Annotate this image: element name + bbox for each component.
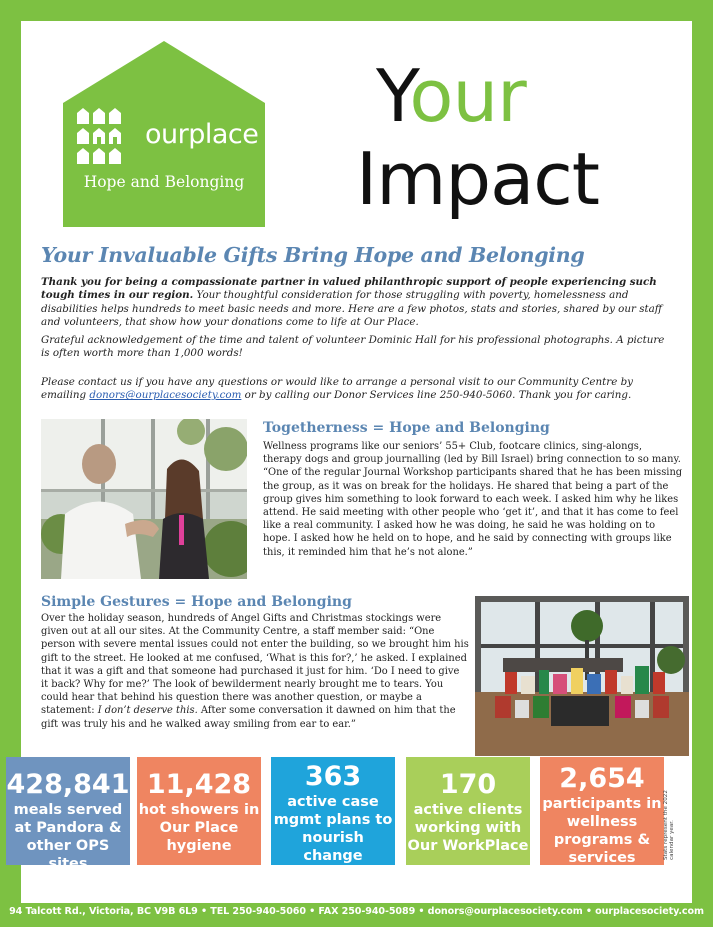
stat-number: 170 bbox=[439, 769, 497, 800]
gestures-body-end: After some conversation it dawned on him that the gift was truly his and he walked away smiling from ear to ear.” bbox=[41, 705, 456, 730]
stat-label: active clients working with Our WorkPlace bbox=[407, 802, 529, 854]
stat-showers bbox=[137, 757, 261, 865]
stat-number: 2,654 bbox=[559, 763, 645, 794]
section-togetherness-body: Wellness programs like our seniors’ 55+ Club, footcare clinics, sing-alongs, therapy dogs and group journalling (led by Bill Israel) bring connection to so many. “One of the regular Journal Workshop participants shared that he has been missing the group, as it was on break for the holidays. He shared that being a part of the group gives him something to look forward to each week. I asked him why he likes attend. He said meeting with other people who ‘get it’, and that it has come to feel like a real community. I asked how he was doing, he said he was holding on to hope. I asked how he held on to hope, and he said by connecting with groups like this, it reminded him that he’s not alone.” bbox=[263, 441, 683, 558]
stats-footnote: Stats represent the 2022 calendar year. bbox=[663, 790, 675, 860]
stat-workplace-clients bbox=[406, 757, 530, 865]
intro-paragraph-contact bbox=[41, 376, 673, 403]
gestures-body-italic: I don’t deserve this. bbox=[97, 705, 198, 717]
stat-number: 363 bbox=[304, 761, 362, 792]
title-letters-our: our bbox=[409, 54, 526, 138]
contact-end: or by calling our Donor Services line 250-940-5060. Thank you for caring. bbox=[241, 389, 632, 402]
stats-row bbox=[6, 757, 662, 872]
donor-email-link[interactable]: donors@ourplacesociety.com bbox=[89, 389, 242, 402]
contact-start: Please contact us if you have any questions or would like to arrange a personal visit to our Community Centre by emailing bbox=[41, 376, 633, 402]
stat-label: meals served at Pandora & other OPS sites bbox=[13, 802, 123, 872]
ourplace-logo bbox=[63, 41, 265, 227]
photo-angel-gifts bbox=[475, 596, 689, 756]
gestures-body-start: Over the holiday season, hundreds of Angel Gifts and Christmas stockings were given out at all our sites. At the Community Centre, a staff member said: “One person with severe mental issues could not enter the building, so we brought him his gift to the street. He looked at me confused, ‘What is this for?,’ he asked. I explained that it was a gift and that someone had purchased it just for him. ‘Do I need to give it back? Why for me?’ The look of bewilderment nearly brought me to tears. You could hear that behind his question there was another question, or maybe a statement: bbox=[41, 613, 469, 717]
intro-paragraph-thanks bbox=[41, 276, 673, 330]
section-togetherness-title: Togetherness = Hope and Belonging bbox=[263, 420, 550, 436]
title-your bbox=[376, 56, 526, 136]
intro-thanks-rest: Your thoughtful consideration for those struggling with poverty, homelessness and disabilities helps hundreds to meet basic needs and more. Here are a few photos, stats and stories, shared by our staff and volunteers, that show how your donations come to life at Our Place. bbox=[41, 289, 663, 329]
contact-footer: 94 Talcott Rd., Victoria, BC V9B 6L9 • TEL 250-940-5060 • FAX 250-940-5089 • donors@ourplacesociety.com • ourplacesociety.com bbox=[9, 906, 704, 917]
stat-wellness-participants bbox=[540, 757, 664, 865]
headline: Your Invaluable Gifts Bring Hope and Belonging bbox=[41, 243, 585, 267]
stat-number: 11,428 bbox=[146, 769, 252, 800]
logo-tagline: Hope and Belonging bbox=[83, 173, 245, 191]
photo-togetherness bbox=[41, 419, 247, 579]
intro-bold-thanks: Thank you for being a compassionate partner in valued philanthropic support of people experiencing such tough times in our region. bbox=[41, 276, 657, 302]
stat-case-plans bbox=[271, 757, 395, 865]
title-letter-y: Y bbox=[376, 54, 410, 138]
intro-paragraph-acknowledgement: Grateful acknowledgement of the time and talent of volunteer Dominic Hall for his professional photographs. A picture is often worth more than 1,000 words! bbox=[41, 334, 665, 360]
title-impact: Impact bbox=[356, 137, 600, 221]
section-simple-gestures-body bbox=[41, 612, 469, 731]
stat-number: 428,841 bbox=[6, 769, 130, 800]
stat-meals bbox=[6, 757, 130, 872]
section-simple-gestures-title: Simple Gestures = Hope and Belonging bbox=[41, 594, 352, 610]
stat-label: active case mgmt plans to nourish change bbox=[273, 794, 393, 864]
stat-label: hot showers in Our Place hygiene bbox=[138, 802, 260, 854]
stat-label: participants in wellness programs & services bbox=[542, 796, 662, 866]
logo-wordmark: ourplace bbox=[145, 119, 259, 150]
